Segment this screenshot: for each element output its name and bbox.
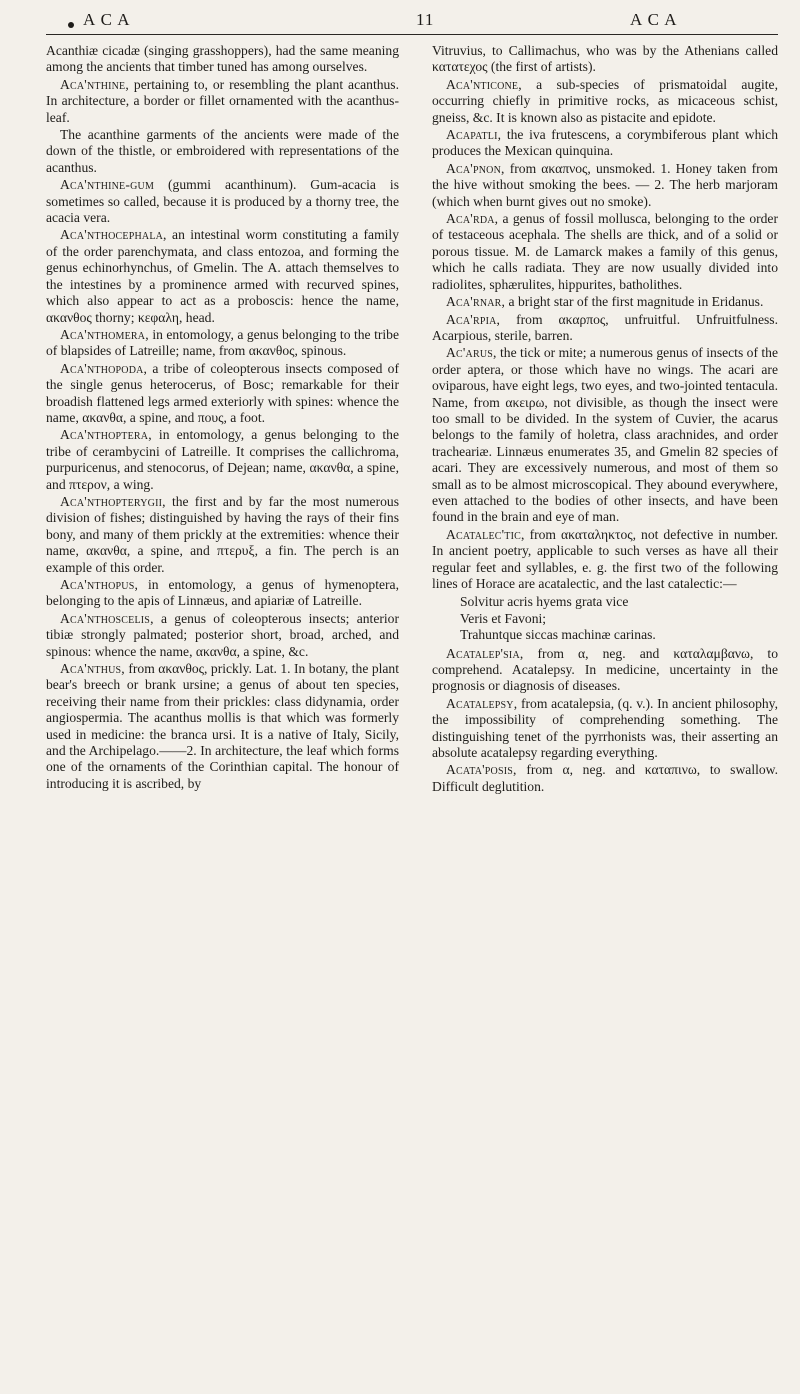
dictionary-entry bbox=[432, 312, 778, 345]
dictionary-entry bbox=[432, 127, 778, 160]
header-right-guide-word: A C A bbox=[630, 10, 678, 29]
definition-text: pertaining to, or resembling the plant acanthus. In architecture, a border or fillet ornamented with the acanthus-leaf. bbox=[46, 76, 399, 125]
definition-text: (gummi acanthinum). Gum-acacia is sometimes so called, because it is produced by a thorny tree, the acacia vera. bbox=[46, 177, 399, 226]
definition-text: an intestinal worm constituting a family of the order parenchymata, and class entozoa, and forming the genus echinorhynchus, of Gmelin. The A. attach themselves to the intestines by a prominence armed with recurved spines, which also appear to act as a proboscis: hence the name, ακανθος thorny; κεφαλη, head. bbox=[46, 227, 399, 325]
dictionary-entry bbox=[46, 227, 399, 325]
definition-text: a genus of fossil mollusca, belonging to the order of testaceous acephala. The shells are thick, and of a solid or porous tissue. M. de Lamarck makes a family of this genus, which he calls radiata. They are now usually divided into radiolites, sphærulites, hippurites, batholithes. bbox=[432, 211, 778, 292]
definition-text: the first and by far the most numerous division of fishes; distinguished by having the rays of their fins bony, and many of them prickly at the extremities: whence their name, ακανθα, a spine, and πτερυξ, a fin. The perch is an example of this order. bbox=[46, 493, 399, 575]
definition-text: from ακαπνος, unsmoked. 1. Honey taken from the hive without smoking the bees. — 2. The herb marjoram (which when burnt gives out no smoke). bbox=[432, 160, 778, 209]
definition-text: from α, neg. and καταλαμβανω, to comprehend. Acatalepsy. In medicine, uncertainty in the prognosis or diagnosis of diseases. bbox=[432, 645, 778, 694]
headword: Aca'nthopterygii, bbox=[60, 493, 166, 509]
dictionary-entry bbox=[432, 696, 778, 762]
text-columns bbox=[46, 43, 778, 796]
headword: Aca'nthine-gum bbox=[60, 177, 155, 193]
headword: Aca'rnar, bbox=[446, 294, 506, 310]
continued-entry bbox=[46, 43, 399, 76]
headword: Aca'nthopus, bbox=[60, 577, 139, 592]
definition-text: in entomology, a genus belonging to the tribe of cerambycini of Latreille. It comprises the callichroma, purpuricenus, and stenocorus, of Dejean; name, ακανθα, a spine, and πτερον, a wing. bbox=[46, 427, 399, 492]
definition-text: a tribe of coleopterous insects composed of the single genus heterocerus, of Bosc; remarkable for their broadish flattened legs armed exteriorly with spines: whence the name, ακανθα, a spine, and πους, a foot. bbox=[46, 360, 399, 425]
left-column bbox=[46, 43, 399, 796]
dictionary-entry bbox=[46, 177, 399, 226]
definition-text: the tick or mite; a numerous genus of insects of the order aptera, or those which have no wings. The acari are oviparous, have eight legs, two eyes, and two-jointed tentacula. Name, from ακειρω, not divisible, as though the insect were too small to be divided. In the system of Cuvier, the acarus belongs to the family of holetra, class arachnides, and order tracheariæ. Linnæus enumerates 35, and Gmelin 82 species of acari. They are excessively numerous, and most of them so small as to be almost microscopical. They abound everywhere, even attached to the bodies of other insects, and have been found in the brain and eye of man. bbox=[432, 345, 778, 525]
dictionary-entry bbox=[46, 494, 399, 576]
dictionary-entry bbox=[432, 646, 778, 695]
headword: Acatalep'sia, bbox=[446, 645, 524, 661]
dictionary-entry bbox=[46, 77, 399, 126]
dictionary-entry bbox=[432, 161, 778, 210]
headword: Aca'nthocephala, bbox=[60, 227, 167, 243]
headword: Aca'nthopoda, bbox=[60, 360, 148, 376]
definition-text: Vitruvius, to Callimachus, who was by the Athenians called κατατεχος (the first of artists). bbox=[432, 43, 778, 75]
continued-entry bbox=[432, 43, 778, 76]
definition-text: from ακανθος, prickly. Lat. 1. In botany, the plant bear's breech or brank ursine; a genus of about ten species, receiving their name from their prickles: class didynamia, order angiospermia. The acanthus mollis is that which was formerly used in medicine: the branca ursi. It is a native of Italy, Sicily, and the Archipelago.——2. In architecture, the leaf which forms one of the ornaments of the Corinthian capital. The honour of introducing it is ascribed, by bbox=[46, 661, 399, 791]
definition-text: from acatalepsia, (q. v.). In ancient philosophy, the impossibility of comprehending something. The distinguishing tenet of the pyrrhonists was, their asserting an absolute acatalepsy regarding everything. bbox=[432, 695, 778, 761]
headword: Aca'pnon, bbox=[446, 160, 505, 176]
definition-text: in entomology, a genus belonging to the tribe of blapsides of Latreille; name, from ακανθος, spinous. bbox=[46, 326, 399, 359]
verse-line: Veris et Favoni; bbox=[460, 610, 547, 626]
definition-text: a genus of coleopterous insects; anterior tibiæ strongly palmated; posterior short, broad, arched, and spinous: whence the name, ακανθα, a spine, &c. bbox=[46, 610, 399, 659]
dictionary-entry bbox=[432, 211, 778, 293]
headword: Ac'arus, bbox=[446, 345, 497, 361]
dictionary-entry bbox=[432, 345, 778, 525]
headword: Acapatli, bbox=[446, 127, 502, 143]
definition-text: from ακαρπος, unfruitful. Unfruitfulness. Acarpious, sterile, barren. bbox=[432, 311, 778, 343]
dictionary-entry bbox=[46, 327, 399, 360]
dictionary-entry bbox=[432, 762, 778, 795]
headword: Aca'nthomera, bbox=[60, 326, 149, 342]
dictionary-entry bbox=[46, 611, 399, 660]
headword: Aca'nthoscelis, bbox=[60, 610, 154, 626]
headword: Aca'rpia, bbox=[446, 311, 501, 327]
page-number: 11 bbox=[416, 10, 435, 29]
headword: Aca'nthoptera, bbox=[60, 427, 152, 443]
headword: Aca'nthus, bbox=[60, 661, 125, 677]
dictionary-entry bbox=[46, 427, 399, 493]
dictionary-entry bbox=[46, 577, 399, 610]
header-left-guide-word: A C A bbox=[83, 10, 131, 29]
definition-text: a sub-species of prismatoidal augite, occurring chiefly in primitive rocks, as micaceous schist, gneiss, &c. It is known also as pistacite and epidote. bbox=[432, 76, 778, 125]
bullet-mark bbox=[68, 22, 74, 28]
verse-line: Solvitur acris hyems grata vice bbox=[460, 594, 629, 610]
definition-text: from α, neg. and καταπινω, to swallow. Difficult deglutition. bbox=[432, 762, 778, 794]
dictionary-entry bbox=[432, 294, 778, 310]
dictionary-entry bbox=[432, 527, 778, 593]
headword: Aca'nthine, bbox=[60, 76, 129, 92]
definition-text: a bright star of the first magnitude in Eridanus. bbox=[505, 294, 764, 310]
headword: Aca'rda, bbox=[446, 211, 499, 227]
headword: Aca'nticone, bbox=[446, 76, 522, 92]
definition-text: the iva frutescens, a corymbiferous plant which produces the Mexican quinquina. bbox=[432, 127, 778, 159]
definition-text: The acanthine garments of the ancients were made of the down of the thistle, or embroidered with representations of the acanthus. bbox=[46, 127, 399, 175]
definition-text: Acanthiæ cicadæ (singing grasshoppers), had the same meaning among the ancients that timber tuned has among ourselves. bbox=[46, 43, 399, 75]
dictionary-entry bbox=[432, 77, 778, 126]
headword: Acatalec'tic, bbox=[446, 526, 525, 542]
headword: Acata'posis, bbox=[446, 762, 517, 778]
dictionary-entry bbox=[46, 661, 399, 792]
dictionary-entry bbox=[46, 127, 399, 176]
definition-text: from ακαταληκτος, not defective in number. In ancient poetry, applicable to such verses as have all their regular feet and syllables, e. g. the first two of the following lines of Horace are acatalectic, and the last catalectic:— bbox=[432, 526, 778, 591]
running-header bbox=[46, 6, 778, 35]
definition-text: in entomology, a genus of hymenoptera, belonging to the apis of Linnæus, and apiariæ of Latreille. bbox=[46, 577, 399, 609]
verse-line: Trahuntque siccas machinæ carinas. bbox=[460, 627, 656, 643]
dictionary-entry bbox=[46, 361, 399, 427]
right-column bbox=[432, 43, 778, 796]
headword: Acatalepsy, bbox=[446, 695, 518, 711]
verse-quotation bbox=[460, 594, 778, 643]
